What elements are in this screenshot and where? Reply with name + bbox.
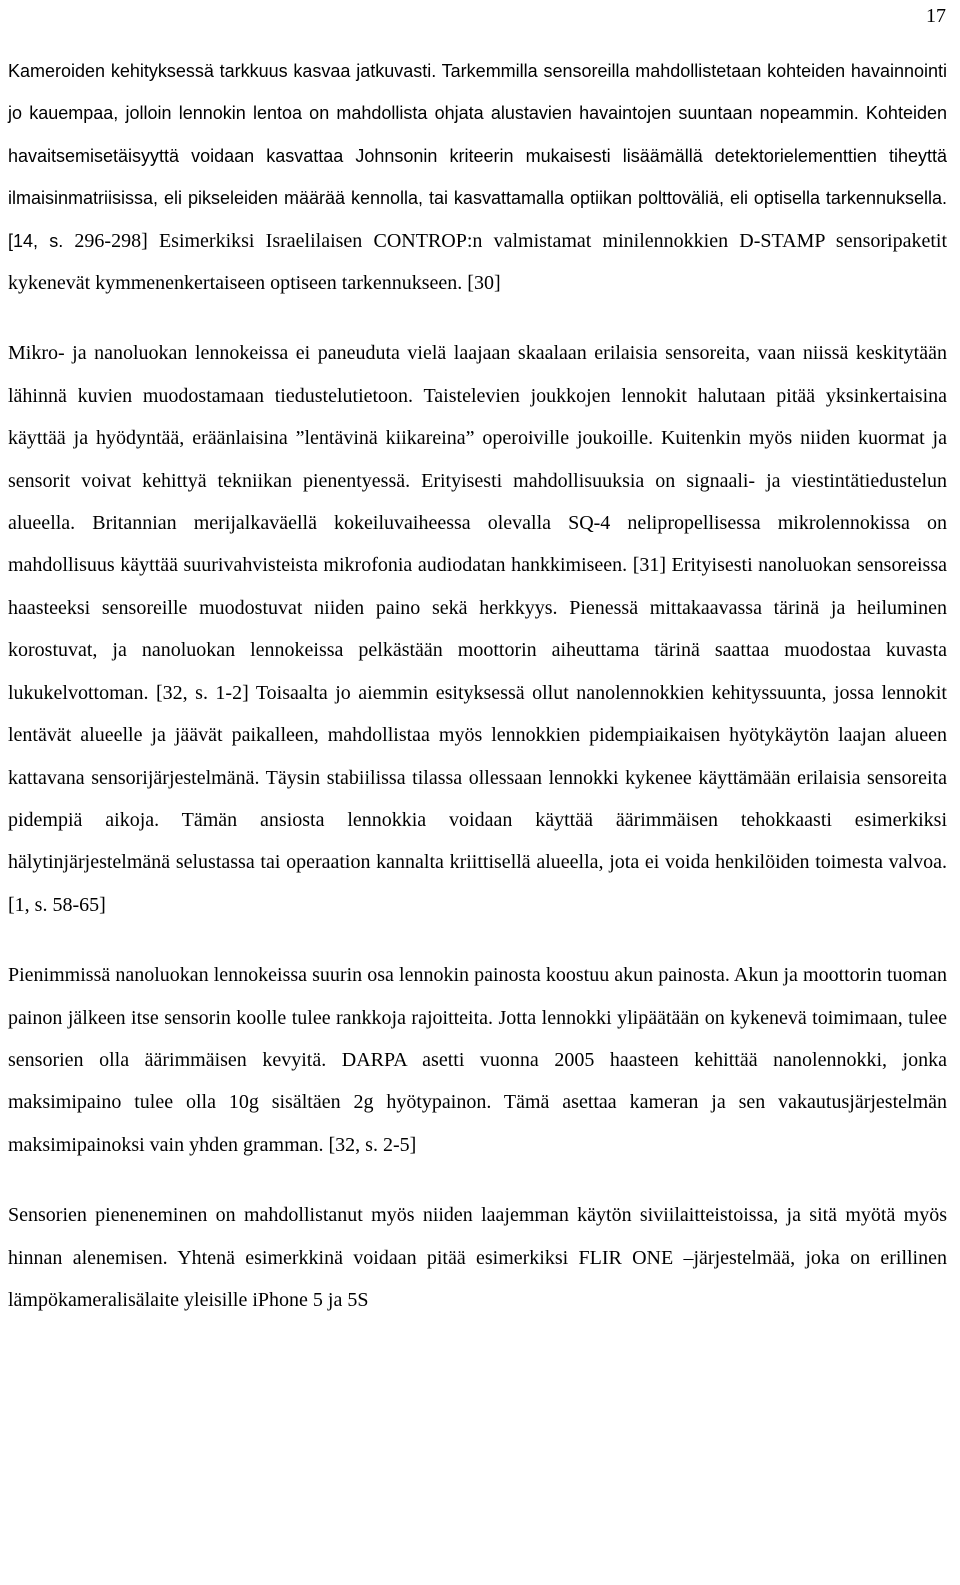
paragraph-3: Pienimmissä nanoluokan lennokeissa suurin osa lennokin painosta koostuu akun painosta. Akun ja moottorin tuoman painon jälkeen itse sensorin koolle tulee rankkoja rajoitteita. Jotta lennokki ylipäätään on kykenevä toimimaan, tulee sensorien olla äärimmäisen kevyitä. DARPA asetti vuonna 2005 haasteen kehittää nanolennokki, jonka maksimipaino tulee olla 10g sisältäen 2g hyötypainon. Tämä asettaa kameran ja sen vakautusjärjestelmän maksimipainoksi vain yhden gramman. [32, s. 2-5] [8, 964, 947, 1156]
paragraph-1-serif-text: 296-298] Esimerkiksi Israelilaisen CONTROP:n valmistamat minilennokkien D-STAMP sensoripaketit kykenevät kymmenenkertaiseen optiseen tarkennukseen. [30] [8, 229, 948, 295]
paragraph-1-sans-text: Kameroiden kehityksessä tarkkuus kasvaa jatkuvasti. Tarkemmilla sensoreilla mahdollistetaan kohteiden havainnointi jo kauempaa, jolloin lennokin lentoa on mahdollista ohjata alustavien havaintojen suuntaan nopeammin. Kohteiden havaitsemisetäisyyttä voidaan kasvattaa Johnsonin kriteerin mukaisesti lisäämällä detektorielementtien tiheyttä ilmaisinmatriisissa, eli pikseleiden määrää kennolla, tai kasvattamalla optiikan polttoväliä, eli optisella tarkennuksella.[14, s. [8, 61, 947, 251]
paragraph-gap [8, 926, 947, 954]
paragraph-1 [8, 50, 947, 304]
paragraph-2: Mikro- ja nanoluokan lennokeissa ei paneuduta vielä laajaan skaalaan erilaisia sensoreita, vaan niissä keskitytään lähinnä kuvien muodostamaan tiedustelutietoon. Taistelevien joukkojen lennokit halutaan pitää yksinkertaisina käyttää ja hyödyntää, eräänlaisina ”lentävinä kiikareina” operoiville joukoille. Kuitenkin myös niiden kuormat ja sensorit voivat kehittyä tekniikan pienentyessä. Erityisesti mahdollisuuksia on signaali- ja viestintätiedustelun alueella. Britannian merijalkaväellä kokeiluvaiheessa olevalla SQ-4 nelipropellisessa mikrolennokissa on mahdollisuus käyttää suurivahvisteista mikrofonia audiodatan hankkimiseen. [31] Erityisesti nanoluokan sensoreissa haasteeksi sensoreille muodostuvat niiden paino sekä herkkyys. Pienessä mittakaavassa tärinä ja heiluminen korostuvat, ja nanoluokan lennokeissa pelkästään moottorin aiheuttama tärinä saattaa muodostaa kuvasta lukukelvottoman. [32, s. 1-2] Toisaalta jo aiemmin esityksessä ollut nanolennokkien kehityssuunta, jossa lennokit lentävät alueelle ja jäävät paikalleen, mahdollistaa myös lennokkien pidempiaikaisen hyötykäytön laajan alueen kattavana sensorijärjestelmänä. Täysin stabiilissa tilassa ollessaan lennokki kykenee käyttämään erilaisia sensoreita pidempiä aikoja. Tämän ansiosta lennokkia voidaan käyttää äärimmäisen tehokkaasti esimerkiksi hälytinjärjestelmänä selustassa tai operaation kannalta kriittisellä alueella, jota ei voida henkilöiden toimesta valvoa. [1, s. 58-65] [8, 342, 947, 916]
paragraph-gap [8, 1166, 947, 1194]
page-number: 17 [926, 5, 946, 27]
paragraph-4: Sensorien pieneneminen on mahdollistanut myös niiden laajemman käytön siviilaitteistoissa, ja sitä myötä myös hinnan alenemisen. Yhtenä esimerkkinä voidaan pitää esimerkiksi FLIR ONE –järjestelmää, joka on erillinen lämpökameralisälaite yleisille iPhone 5 ja 5S [8, 1204, 947, 1311]
paragraph-gap [8, 304, 947, 332]
document-body [8, 50, 947, 1321]
